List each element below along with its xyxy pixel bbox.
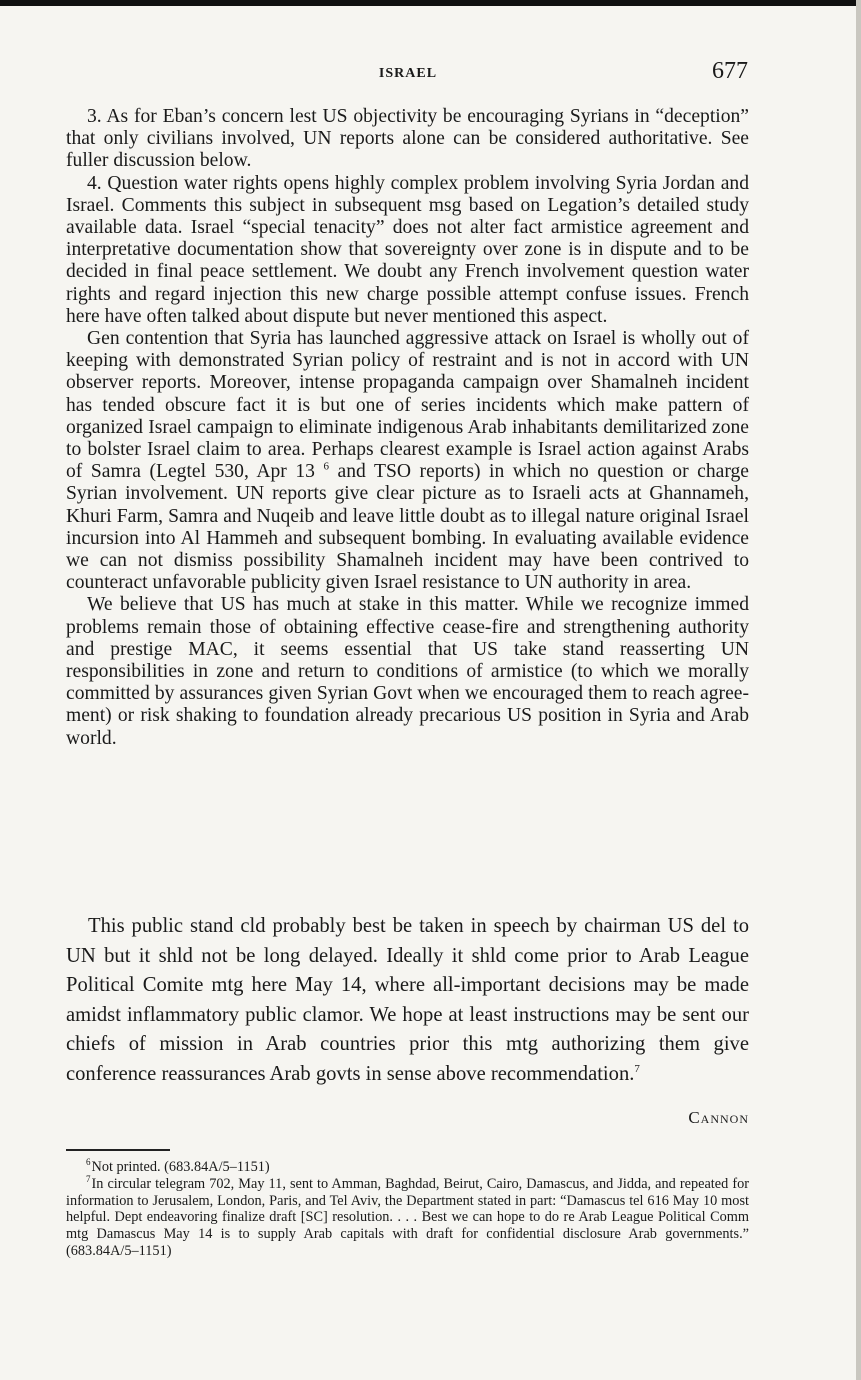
paragraph-4-water-rights: 4. Question water rights opens highly complex problem involving Syria Jordan and Israel. Comments this subject in subsequent msg based on Legation’s detailed study available data. Israel “special tenacity” does not alter fact armistice agreement and interpretative documentation show that sovereignty over zone is in dispute and to be decided in final peace settlement. We doubt any French involvement question water rights and regard injection this new charge possible attempt confuse issues. French here have often talked about dispute but never mentioned this aspect.: [66, 172, 749, 327]
paragraph-3-eban: 3. As for Eban’s concern lest US objectivity be encouraging Syrians in “deception” that only civilians involved, UN reports alone can be considered authoritative. See fuller discussion below.: [66, 106, 749, 172]
footnotes: [66, 1159, 749, 1260]
gen-contention-text: Gen contention that Syria has launched aggressive attack on Israel is wholly out of keeping with demonstrated Syrian policy of restraint and is not in accord with UN observer reports. Moreover, intense propaganda campaign over Shamalneh incident has tended obscure fact it is but one of series incidents which make pattern of organized Israel campaign to eliminate indigenous Arab inhabitants demilitarized zone to bolster Israel claim to area. Perhaps clearest example is Israel action against Arabs of Samra (Legtel 530, Apr 13: [66, 328, 749, 483]
footnote-6: [66, 1159, 749, 1176]
footnote-divider: [66, 1149, 170, 1151]
footnote-marker-7: 7: [86, 1174, 91, 1185]
footnote-ref-6: 6: [323, 460, 329, 473]
footnote-7-text: In circular telegram 702, May 11, sent to Amman, Baghdad, Beirut, Cairo, Damascus, and Jidda, and repeated for information to Jerusalem, London, Paris, and Tel Aviv, the Department stated in part: “Damascus tel 616 May 10 most helpful. Dept endeavoring finalize draft [SC] resolution. . . . Best we can hope to do re Arab League Political Comm mtg Damascus May 14 is to supply Arab capitals with draft for confidential disclosure Arab governments.” (683.84A/5–1151): [66, 1175, 749, 1259]
footnote-marker-6: 6: [86, 1157, 91, 1168]
telegram-body: [66, 106, 749, 750]
footnote-7: [66, 1176, 749, 1260]
footnote-ref-7: 7: [634, 1062, 640, 1075]
page-top-edge: [0, 0, 861, 6]
paragraph-we-believe: We believe that US has much at stake in this matter. While we recognize immed problems remain those of obtaining effective cease-fire and strengthening authority and prestige MAC, it seems essential that US take stand reasserting UN responsibilities in zone and return to conditions of armistice (to which we morally committed by assurances given Syrian Govt when we encouraged them to reach agreement) or risk shaking to foundation already precarious US position in Syria and Arab world.: [66, 594, 749, 749]
signature-cannon: Cannon: [688, 1108, 749, 1127]
closing-paragraph: [66, 912, 749, 1089]
page-right-edge: [856, 0, 861, 1380]
paragraph-gen-contention: [66, 328, 749, 594]
footnote-6-text: Not printed. (683.84A/5–1151): [91, 1159, 270, 1175]
closing-section: [66, 912, 749, 1089]
gen-contention-text-cont: and TSO reports) in which no question or charge Syrian involvement. UN reports give clear picture as to Israeli acts at Ghannameh, Khuri Farm, Samra and Nuqeib and leave little doubt as to illegal nature original Israel incursion into Al Hammeh and subsequent bombing. In evaluating available evidence we can not dismiss possibility Shamalneh incident may have been contrived to counteract unfavorable publicity given Israel resistance to UN authority in area.: [66, 461, 749, 594]
page-header: [66, 58, 750, 92]
running-head: ISRAEL: [378, 66, 438, 81]
closing-text: This public stand cld probably best be taken in speech by chairman US del to UN but it shld not be long delayed. Ideally it shld come prior to Arab League Political Comite mtg here May 14, where all-important decisions may be made amidst inflammatory public clamor. We hope at least instructions may be sent our chiefs of mission in Arab countries prior this mtg authorizing them give conference reassurances Arab govts in sense above recommendation.: [66, 915, 749, 1085]
page-number: 677: [712, 58, 748, 84]
